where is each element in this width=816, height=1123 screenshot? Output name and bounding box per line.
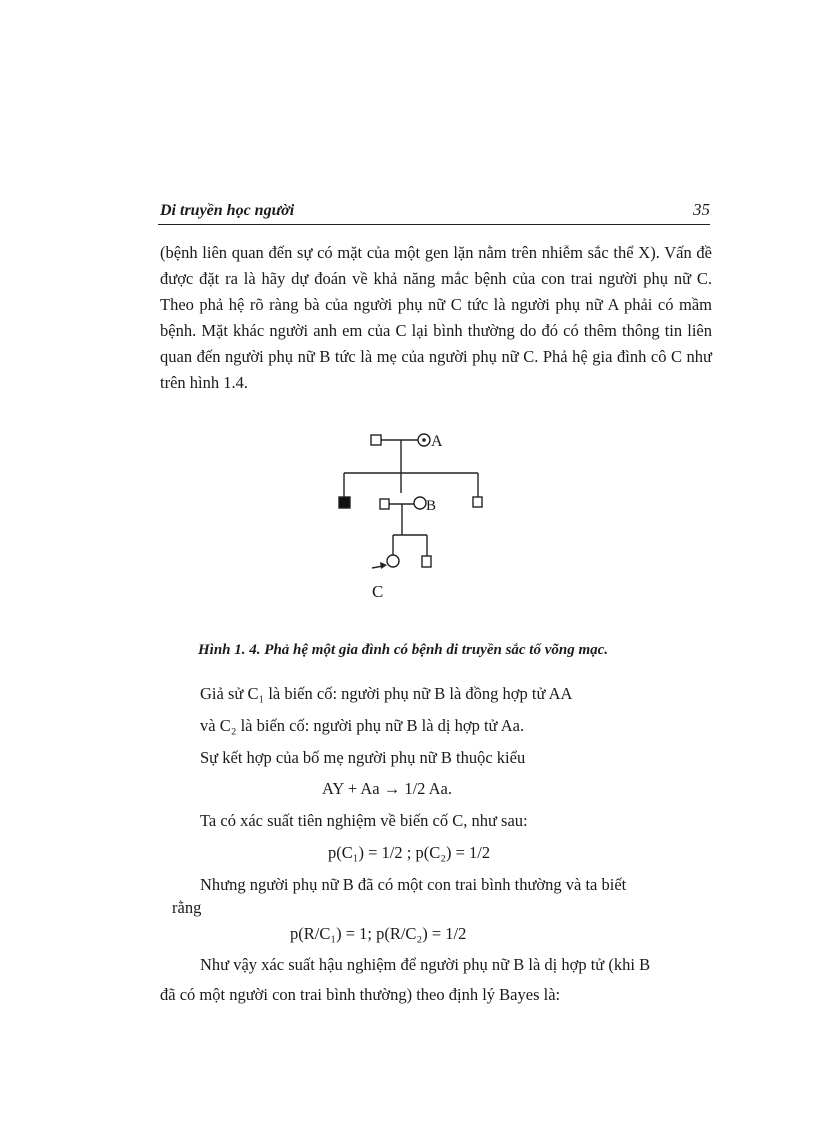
carrier-a-dot: [422, 438, 426, 442]
woman-b-symbol: [414, 497, 426, 509]
body-line-4: Ta có xác suất tiên nghiệm về biến cố C, như sau:: [200, 811, 528, 830]
label-a: A: [431, 433, 443, 450]
normal-son-symbol: [422, 556, 431, 567]
header-title: Di truyền học người: [160, 202, 295, 219]
caption-prefix: Hình 1. 4.: [198, 642, 261, 658]
body-line-8: đã có một người con trai bình thường) theo định lý Bayes là:: [160, 985, 561, 1004]
body-line-7: Như vậy xác suất hậu nghiệm để người phụ nữ B là dị hợp tử (khi B: [200, 955, 651, 974]
proband-arrowhead: [380, 562, 387, 569]
body-line-2: và C₂ là biến cố: người phụ nữ B là dị hợp tử Aa.: [200, 716, 525, 735]
formula-3: p(R/C₁) = 1; p(R/C₂) = 1/2: [290, 924, 467, 943]
affected-male-symbol: [339, 497, 350, 508]
caption-text: Phả hệ một gia đình có bệnh di truyền sắc tố võng mạc.: [264, 642, 609, 658]
label-b: B: [426, 498, 437, 514]
body-line-3: Sự kết hợp của bố mẹ người phụ nữ B thuộc kiểu: [200, 748, 526, 767]
grandfather-symbol: [371, 435, 381, 445]
woman-c-symbol: [387, 555, 399, 567]
brother-symbol: [473, 497, 482, 507]
body-line-6: rằng: [172, 898, 202, 917]
formula-2: p(C₁) = 1/2 ; p(C₂) = 1/2: [328, 843, 491, 862]
figure-caption: [198, 642, 608, 659]
body-line-1: Giả sử C₁ là biến cố: người phụ nữ B là đồng hợp tử AA: [200, 684, 573, 703]
intro-paragraph: (bệnh liên quan đến sự có mặt của một gen lặn nằm trên nhiễm sắc thể X). Vấn đề được đặt ra là hãy dự đoán về khả năng mắc bệnh của con trai người phụ nữ C. Theo phả hệ rõ ràng bà của người phụ nữ C tức là người phụ nữ A phải có mầm bệnh. Mặt khác người anh em của C lại bình thường do đó có thêm thông tin liên quan đến người phụ nữ B tức là mẹ của người phụ nữ C. Phả hệ gia đình cô C như trên hình 1.4.: [160, 243, 712, 392]
page-number: 35: [693, 200, 710, 219]
b-husband-symbol: [380, 499, 389, 509]
formula-1: AY + Aa → 1/2 Aa.: [322, 779, 453, 798]
body-line-5: Nhưng người phụ nữ B đã có một con trai bình thường và ta biết: [200, 875, 627, 894]
label-c: C: [372, 582, 384, 601]
